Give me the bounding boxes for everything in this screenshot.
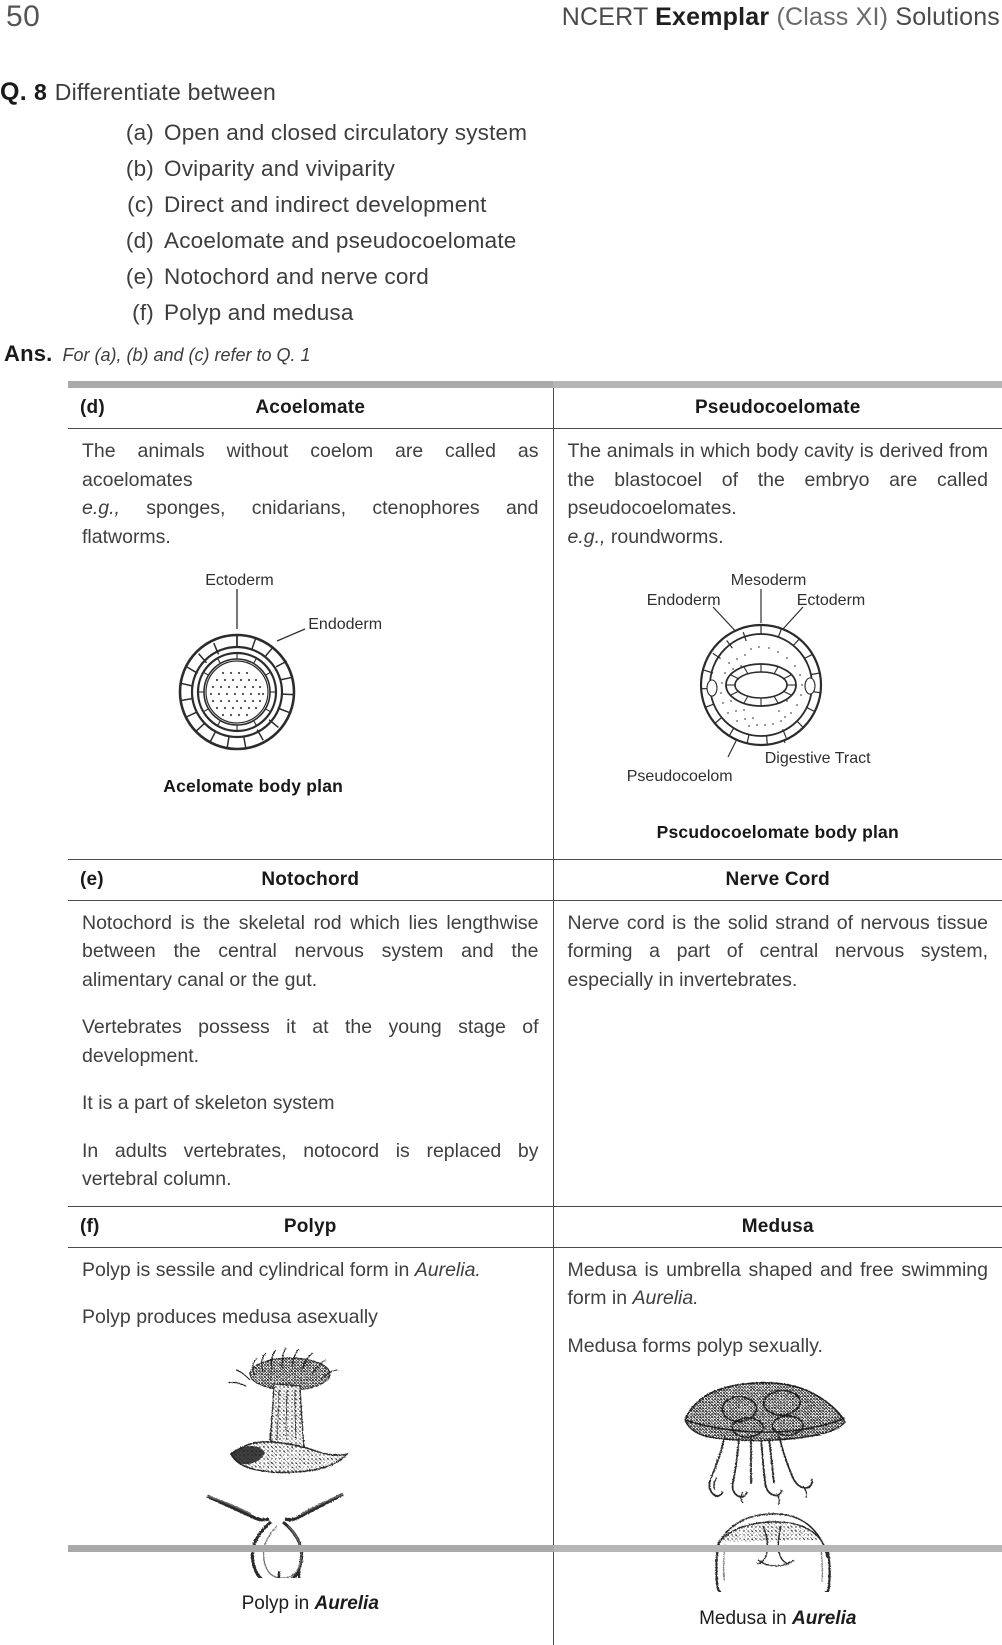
list-item-key: (f) (108, 295, 154, 331)
book-title-class: (Class XI) (769, 3, 888, 31)
column-title-acoelomate: Acoelomate (68, 397, 553, 419)
column-title-notochord: Notochord (68, 869, 553, 891)
list-item (108, 115, 1002, 151)
table-bottom-rule (68, 1545, 1002, 1552)
table-bottom-rule-right (554, 1545, 1002, 1552)
column-title-nerve-cord: Nerve Cord (554, 869, 1002, 891)
list-item-label: Acoelomate and pseudocoelomate (164, 228, 517, 253)
list-item-label: Direct and indirect development (164, 192, 487, 217)
cell-acoelomate-description (68, 429, 553, 860)
list-item-key: (e) (108, 259, 154, 295)
answer-note: For (a), (b) and (c) refer to Q. 1 (62, 345, 310, 366)
header-cell-acoelomate (68, 388, 553, 429)
medusa-illustration-wrap (568, 1374, 989, 1601)
book-title-part-2: Solutions (888, 3, 1000, 31)
table-row (68, 429, 1002, 860)
book-title (562, 0, 1000, 34)
label-endoderm: Endoderm (308, 611, 382, 640)
question-heading (0, 78, 1002, 107)
paragraph: Nerve cord is the solid strand of nervous tissue forming a part of central nervous system, especially in invertebrates. (568, 909, 989, 995)
paragraph (568, 1256, 989, 1313)
figure-caption-pseudocoelomate: Pscudocoelomate body plan (568, 818, 989, 847)
page-number: 50 (6, 0, 40, 34)
caption-text: Medusa in (699, 1608, 792, 1629)
medusa-sentence-start: Medusa is umbrella shaped and free swimming form in (568, 1259, 989, 1310)
table-top-rule (68, 381, 1002, 388)
figure-caption-acoelomate: Acelomate body plan (145, 772, 475, 801)
question-block (0, 78, 1002, 331)
species-name: Aurelia. (415, 1259, 481, 1281)
list-item-label: Oviparity and viviparity (164, 156, 395, 181)
list-item-key: (c) (108, 187, 154, 223)
cell-nerve-cord-description (553, 900, 1002, 1206)
list-item-label: Open and closed circulatory system (164, 120, 527, 145)
row-key-e: (e) (80, 869, 104, 891)
medusa-illustration (663, 1374, 893, 1592)
cell-polyp-description (68, 1247, 553, 1645)
example-marker: e.g., (82, 497, 120, 519)
paragraph: Polyp produces medusa asexually (82, 1303, 539, 1332)
column-title-pseudocoelomate: Pseudocoelomate (554, 397, 1002, 419)
list-item-key: (a) (108, 115, 154, 151)
question-label: Q. (0, 78, 27, 107)
label-pseudocoelom: Pseudocoelom (627, 763, 733, 792)
label-digestive-tract: Digestive Tract (765, 745, 871, 774)
paragraph: The animals without coelom are called as acoelomates (82, 437, 539, 494)
pseudocoelomate-body-plan-figure (613, 567, 943, 812)
header-cell-polyp (68, 1206, 553, 1247)
list-item (108, 223, 1002, 259)
list-item-key: (d) (108, 223, 154, 259)
paragraph (568, 523, 989, 552)
book-title-exemplar: Exemplar (655, 3, 769, 31)
cell-notochord-description (68, 900, 553, 1206)
paragraph: In adults vertebrates, notocord is replaced by vertebral column. (82, 1137, 539, 1194)
list-item-key: (b) (108, 151, 154, 187)
table-header-row-e (68, 859, 1002, 900)
paragraph: Vertebrates possess it at the young stage of development. (82, 1013, 539, 1070)
cell-medusa-description (553, 1247, 1002, 1645)
row-key-d: (d) (80, 397, 105, 419)
table-header-row-d (68, 388, 1002, 429)
paragraph (82, 494, 539, 551)
cell-pseudocoelomate-description (553, 429, 1002, 860)
answer-label: Ans. (4, 341, 52, 367)
row-key-f: (f) (80, 1216, 100, 1238)
header-cell-medusa (553, 1206, 1002, 1247)
table-row (68, 900, 1002, 1206)
label-mesoderm: Mesoderm (731, 567, 807, 596)
acoelomate-cross-section-diagram (145, 567, 475, 772)
header-cell-pseudocoelomate (553, 388, 1002, 429)
header-cell-nerve-cord (553, 859, 1002, 900)
header-cell-notochord (68, 859, 553, 900)
polyp-sentence-start: Polyp is sessile and cylindrical form in (82, 1259, 415, 1281)
figure-caption-medusa (568, 1605, 989, 1634)
column-title-polyp: Polyp (68, 1216, 553, 1238)
question-prompt: Differentiate between (55, 79, 276, 106)
table-row (68, 1247, 1002, 1645)
list-item (108, 295, 1002, 331)
list-item-label: Notochord and nerve cord (164, 264, 429, 289)
species-name: Aurelia. (633, 1287, 699, 1309)
table-header-row-f (68, 1206, 1002, 1247)
question-number: 8 (34, 79, 47, 106)
example-text: roundworms. (605, 526, 723, 548)
question-item-list (0, 115, 1002, 331)
list-item (108, 259, 1002, 295)
species-name: Aurelia (314, 1593, 378, 1614)
acoelomate-body-plan-figure (145, 567, 475, 772)
species-name: Aurelia (792, 1608, 856, 1629)
figure-caption-polyp (82, 1590, 539, 1619)
example-marker: e.g., (568, 526, 606, 548)
polyp-illustration (195, 1346, 425, 1578)
list-item (108, 187, 1002, 223)
paragraph: It is a part of skeleton system (82, 1089, 539, 1118)
paragraph: Medusa forms polyp sexually. (568, 1332, 989, 1361)
paragraph: The animals in which body cavity is derived from the blastocoel of the embryo are called pseudocoelomates. (568, 437, 989, 523)
page-header (0, 0, 1002, 46)
label-ectoderm: Ectoderm (205, 567, 273, 596)
table-top-rule-right (553, 381, 1002, 388)
example-text: sponges, cnidarians, ctenophores and flatworms. (82, 497, 539, 548)
answer-line (4, 341, 311, 367)
caption-text: Polyp in (242, 1593, 315, 1614)
comparison-table (68, 381, 1002, 1645)
list-item-label: Polyp and medusa (164, 300, 354, 325)
paragraph: Notochord is the skeletal rod which lies lengthwise between the central nervous system and the alimentary canal or the gut. (82, 909, 539, 995)
label-ectoderm: Ectoderm (797, 587, 865, 616)
table-top-rule-left (68, 381, 553, 388)
list-item (108, 151, 1002, 187)
column-title-medusa: Medusa (554, 1216, 1002, 1238)
paragraph (82, 1256, 539, 1285)
book-title-part-1: NCERT (562, 3, 655, 31)
label-endoderm: Endoderm (647, 587, 721, 616)
